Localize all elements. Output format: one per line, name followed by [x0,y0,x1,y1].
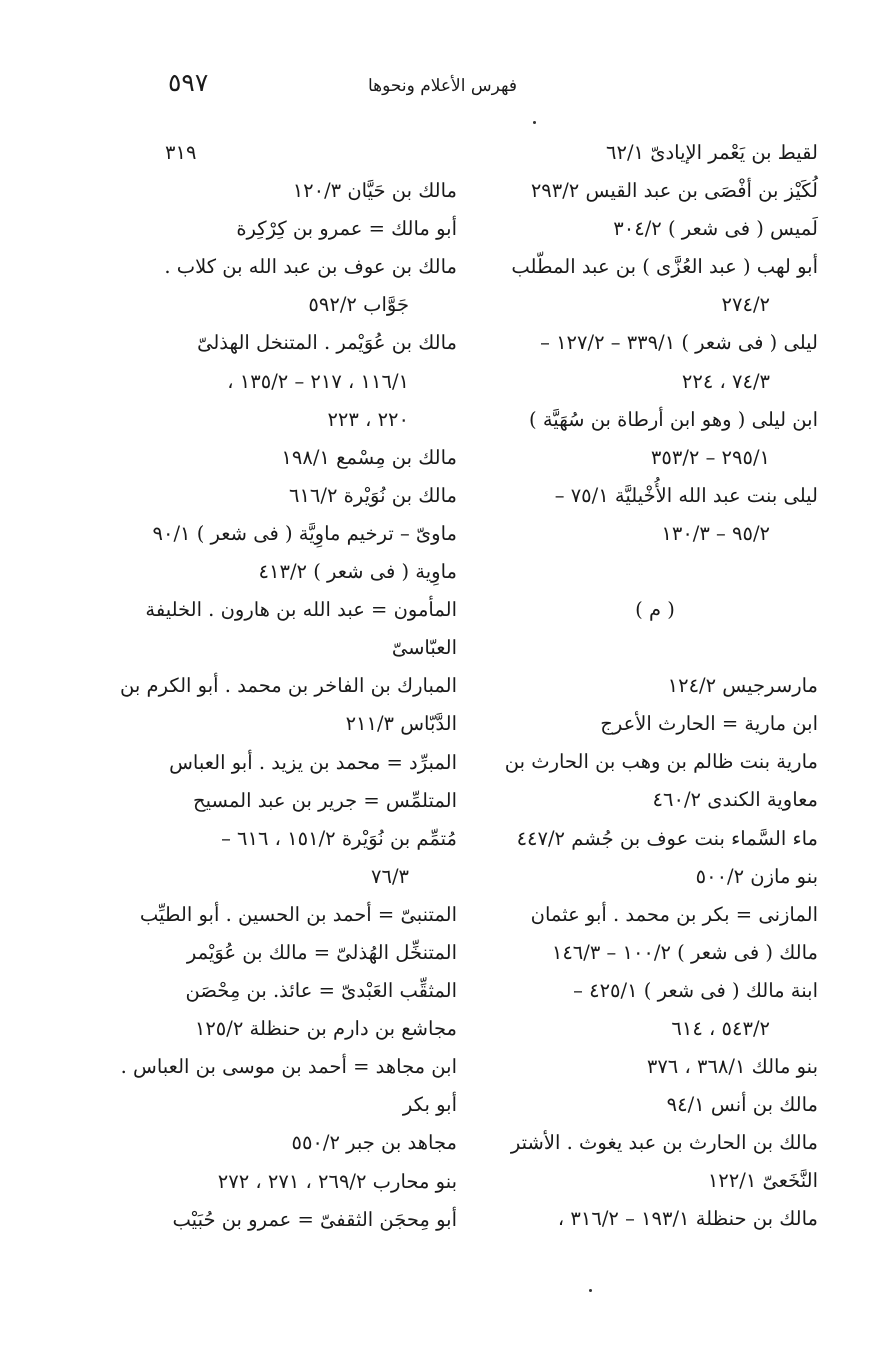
index-entry: لقيط بن يَعْمر الإيادىّ ٦٢/١ [606,141,818,164]
index-entry: المثقِّب العَبْدىّ = عائذ. بن مِحْصَن [185,979,457,1003]
index-entry: ماوِية ( فى شعر ) ٤١٣/٢ [258,560,457,584]
index-entry: بنو مالك ٣٦٨/١ ، ٣٧٦ [646,1055,818,1079]
section-heading-mim: ( م ) [635,598,675,622]
index-entry-continuation: ٥٤٣/٢ ، ٦١٤ [671,1016,770,1040]
index-entry: أبو مِحجَن الثقفىّ = عمرو بن حُبَيْب [172,1207,457,1231]
index-entry: لُكَيْز بن أفْصَى بن عبد القيس ٢٩٣/٢ [530,179,818,203]
index-entry: مالك بن عوف بن عبد الله بن كلاب . [164,255,457,279]
index-entry: مالك بن الحارث بن عبد يغوث . الأشتر [510,1131,818,1155]
index-entry: المازنى = بكر بن محمد . أبو عثمان [530,902,818,926]
index-entry: بنو محارب ٢٦٩/٢ ، ٢٧١ ، ٢٧٢ [217,1169,457,1193]
page-number: ٥٩٧ [168,68,209,97]
index-entry: ابن ليلى ( وهو ابن أرطاة بن سُهَيَّة ) [529,407,818,431]
index-entry: مجاهد بن جبر ٥٥٠/٢ [291,1131,457,1155]
index-entry: مُتمِّم بن نُوَيْرة ١٥١/٢ ، ٦١٦ – [221,826,457,850]
blank-line [492,553,818,591]
index-entry: ابن مارية = الحارث الأعرج [600,712,818,736]
index-entry: أبو لهب ( عبد العُزَّى ) بن عبد المطّلب [511,255,818,279]
index-entry: ابن مجاهد = أحمد بن موسى بن العباس . [120,1055,457,1079]
print-speck [533,121,536,124]
index-entry-continuation: ٢٢٠ ، ٢٢٣ [327,407,409,431]
index-entry: المتنخِّل الهُذلىّ = مالك بن عُوَيْمر [186,940,457,964]
index-entry-continuation: ٢٧٤/٢ [721,293,770,317]
index-entry-continuation: ٧٦/٣ [371,864,409,888]
index-entry: مجاشع بن دارم بن حنظلة ١٢٥/٢ [194,1017,457,1041]
index-entry: مالك بن نُوَيْرة ٦١٦/٢ [288,483,457,507]
index-entry-continuation: ٣١٩ [165,141,197,164]
running-title: فهرس الأعلام ونحوها [368,76,517,96]
index-entry: المبرِّد = محمد بن يزيد . أبو العباس [169,750,457,774]
index-entry: مالك بن مِسْمع ١٩٨/١ [281,445,457,469]
index-entry: مارسرجيس ١٢٤/٢ [667,674,818,698]
index-entry: ماء السَّماء بنت عوف بن جُشم ٤٤٧/٢ [516,826,818,850]
index-entry: مارية بنت ظالم بن وهب بن الحارث بن [504,750,818,774]
index-entry: مالك بن عُوَيْمر . المتنخل الهذلىّ [197,331,457,355]
index-entry-continuation: أبو بكر [402,1093,457,1117]
index-entry: أبو مالك = عمرو بن كِرْكِرة [236,217,457,241]
index-entry: ليلى ( فى شعر ) ٣٣٩/١ – ١٢٧/٢ – [540,331,818,355]
index-entry-continuation: جَوَّاب ٥٩٢/٢ [308,293,409,317]
index-entry: معاوية الكندى ٤٦٠/٢ [652,788,818,812]
index-entry: ابنة مالك ( فى شعر ) ٤٢٥/١ – [573,978,818,1002]
index-entry: المبارك بن الفاخر بن محمد . أبو الكرم بن [120,674,457,698]
left-index-column [120,134,457,1239]
index-entry-continuation: الدَّبّاس ٢١١/٣ [345,712,457,736]
index-entry-continuation: ٩٥/٢ – ١٣٠/٣ [661,521,770,545]
index-entry: النَّخَعىّ ١٢٢/١ [707,1169,818,1193]
index-entry: المتنبىّ = أحمد بن الحسين . أبو الطيِّب [139,902,457,926]
index-entry: ماوىّ – ترخيم ماوِيَّة ( فى شعر ) ٩٠/١ [152,521,457,545]
index-entry-continuation: العبّاسىّ [391,636,457,660]
index-entry: المأمون = عبد الله بن هارون . الخليفة [145,598,457,622]
index-entry: مالك بن حَيَّان ١٢٠/٣ [292,179,457,203]
index-entry: بنو مازن ٥٠٠/٢ [695,864,818,888]
blank-line [492,629,818,667]
index-entry-continuation: ٢٩٥/١ – ٣٥٣/٢ [650,445,770,469]
index-entry: ليلى بنت عبد الله الأُخْيليَّة ٧٥/١ – [554,483,818,507]
index-entry: مالك بن حنظلة ١٩٣/١ – ٣١٦/٢ ، [557,1207,818,1231]
index-entry-continuation: ٧٤/٣ ، ٢٢٤ [681,369,770,393]
index-entry: مالك ( فى شعر ) ١٠٠/٢ – ١٤٦/٣ [551,940,818,964]
print-speck [589,1289,592,1292]
index-entry: لَميس ( فى شعر ) ٣٠٤/٢ [613,217,818,241]
index-entry: المتلمِّس = جرير بن عبد المسيح [193,788,457,812]
right-index-column [492,134,818,1239]
index-entry-continuation: ١١٦/١ ، ٢١٧ – ١٣٥/٢ ، [227,369,409,393]
index-entry: مالك بن أنس ٩٤/١ [666,1093,818,1117]
